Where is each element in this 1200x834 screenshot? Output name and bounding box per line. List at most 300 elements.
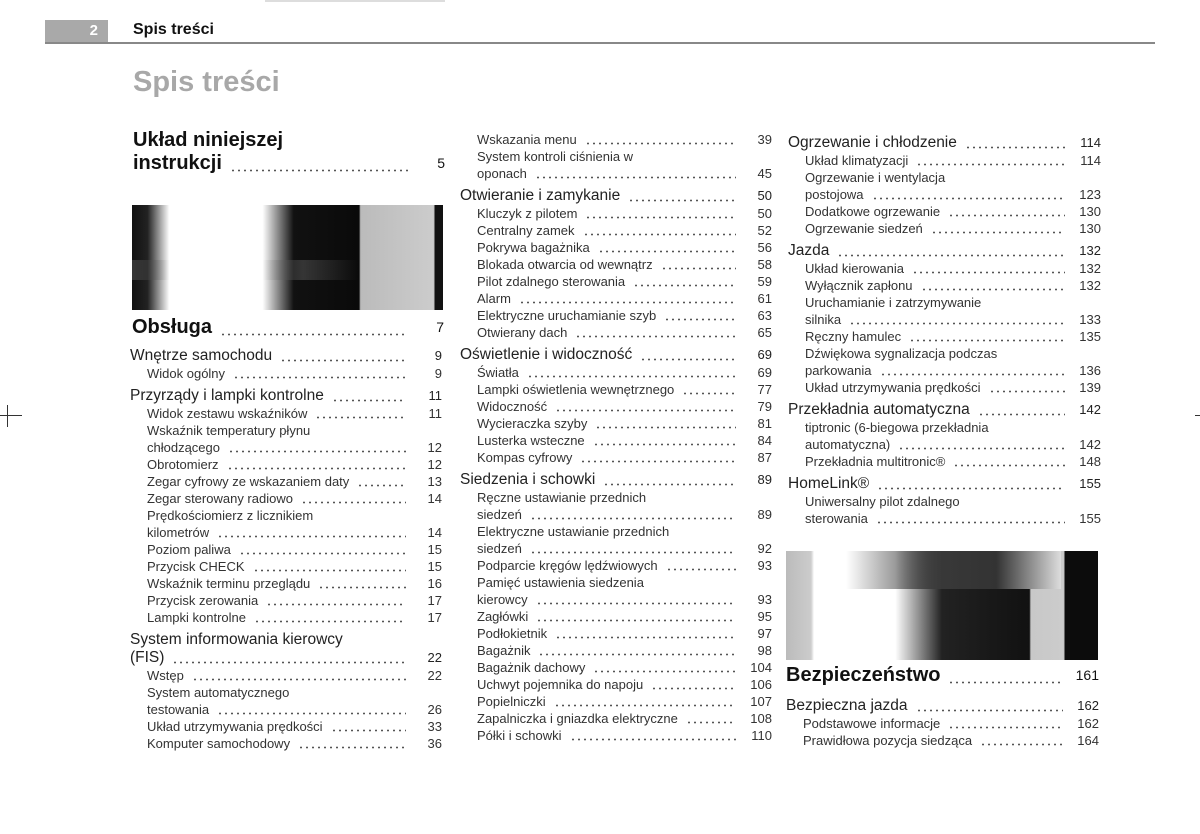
toc-entry[interactable]: [130, 718, 442, 735]
entry-title: Zapalniczka i gniazdka elektryczne: [477, 711, 678, 726]
entry-line: [132, 316, 444, 339]
entry-line: [805, 186, 1101, 203]
toc-section[interactable]: [130, 347, 442, 365]
major-obsluga[interactable]: [132, 316, 444, 339]
page-ref: 9: [434, 348, 442, 363]
toc-entry[interactable]: [460, 256, 772, 273]
toc-entry[interactable]: [460, 449, 772, 466]
toc-entry[interactable]: [130, 575, 442, 592]
entry-line: [477, 574, 772, 591]
entry-line: [477, 290, 772, 307]
page-ref: 139: [1079, 380, 1101, 395]
entry-line: [147, 507, 442, 524]
entry-title: Komputer samochodowy: [147, 736, 291, 751]
page-ref: 12: [427, 457, 442, 472]
dot-leader: [666, 561, 736, 571]
toc-entry[interactable]: [460, 608, 772, 625]
entry-line: [805, 328, 1101, 345]
toc-entry[interactable]: [460, 381, 772, 398]
entry-line: [147, 541, 442, 558]
entry-title: Widok ogólny: [147, 366, 226, 381]
entry-title: Bagażnik dachowy: [477, 660, 586, 675]
dot-leader: [661, 260, 736, 270]
toc-entry[interactable]: [460, 398, 772, 415]
entry-title: Układ utrzymywania prędkości: [147, 719, 323, 734]
entry-title: Wskaźnik temperatury płynu: [147, 423, 311, 438]
dot-leader: [931, 224, 1065, 234]
toc-entry[interactable]: [460, 489, 772, 523]
toc-entry[interactable]: [788, 203, 1101, 220]
entry-line: [788, 401, 1101, 419]
dot-leader: [628, 192, 736, 202]
dot-leader: [978, 406, 1065, 416]
page-ref: 98: [757, 643, 772, 658]
entry-line: [805, 260, 1101, 277]
toc-entry[interactable]: [130, 456, 442, 473]
entry-line: [805, 169, 1101, 186]
dot-leader: [227, 460, 406, 470]
page-ref: 93: [757, 592, 772, 607]
page-ref: 69: [757, 347, 772, 362]
entry-title: Elektryczne uruchamianie szyb: [477, 308, 657, 323]
dot-leader: [876, 514, 1065, 524]
page-ref: 11: [428, 406, 442, 421]
dot-leader: [651, 680, 736, 690]
page-ref: 162: [1077, 698, 1099, 713]
toc-section[interactable]: [460, 187, 772, 205]
toc-section[interactable]: [786, 697, 1099, 715]
major-bezpieczenstwo[interactable]: [786, 664, 1099, 687]
dot-leader: [555, 629, 736, 639]
toc-entry[interactable]: [788, 419, 1101, 453]
entry-line: [477, 506, 772, 523]
page-ref: 11: [428, 388, 442, 403]
entry-line: [477, 449, 772, 466]
dot-leader: [530, 544, 736, 554]
dot-leader: [230, 162, 409, 172]
page-ref: 58: [757, 257, 772, 272]
toc-entry[interactable]: [788, 493, 1101, 527]
entry-line: [460, 471, 772, 489]
dot-leader: [989, 383, 1065, 393]
entry-title: Alarm: [477, 291, 511, 306]
dot-leader: [880, 366, 1066, 376]
dot-leader: [538, 646, 736, 656]
entry-line: [147, 439, 442, 456]
toc-entry[interactable]: [788, 220, 1101, 237]
dot-leader: [519, 294, 736, 304]
page-ref: 63: [757, 308, 772, 323]
entry-line: [477, 239, 772, 256]
entry-line: [788, 242, 1101, 260]
toc-column-2: [460, 131, 772, 744]
entry-line: [805, 203, 1101, 220]
entry-title: Oświetlenie i widoczność: [460, 346, 633, 363]
dot-leader: [682, 385, 736, 395]
dot-leader: [877, 480, 1065, 490]
entry-title: Prawidłowa pozycja siedząca: [803, 733, 973, 748]
toc-entry[interactable]: [460, 693, 772, 710]
entry-line: [460, 346, 772, 364]
entry-line: [147, 701, 442, 718]
entry-title: Kompas cyfrowy: [477, 450, 573, 465]
toc-entry[interactable]: [130, 507, 442, 541]
toc-entry[interactable]: [460, 523, 772, 557]
page-ref: 155: [1079, 476, 1101, 491]
page-ref: 136: [1079, 363, 1101, 378]
entry-title: testowania: [147, 702, 210, 717]
entry-title: Dźwiękowa sygnalizacja podczas: [805, 346, 998, 361]
entry-line: [147, 405, 442, 422]
entry-line: [147, 490, 442, 507]
entry-title: Ręczne ustawianie przednich: [477, 490, 647, 505]
running-header: Spis treści: [133, 21, 214, 38]
dot-leader: [633, 277, 736, 287]
entry-title: Widoczność: [477, 399, 548, 414]
entry-line: [805, 311, 1101, 328]
entry-line: [805, 493, 1101, 510]
entry-title: Prędkościomierz z licznikiem: [147, 508, 314, 523]
page-ref: 13: [427, 474, 442, 489]
toc-entry[interactable]: [460, 273, 772, 290]
page-ref: 87: [757, 450, 772, 465]
entry-line: [477, 591, 772, 608]
entry-line: [477, 540, 772, 557]
toc-column-3: [788, 134, 1101, 527]
page-ref: 50: [757, 206, 772, 221]
entry-line: [805, 379, 1101, 396]
entry-line: [477, 710, 772, 727]
page-ref: 84: [757, 433, 772, 448]
toc-entry[interactable]: [460, 222, 772, 239]
toc-section[interactable]: [788, 401, 1101, 419]
entry-line: [477, 415, 772, 432]
entry-line: [477, 364, 772, 381]
page-ref: 14: [427, 525, 442, 540]
toc-entry[interactable]: [788, 260, 1101, 277]
dot-leader: [217, 528, 406, 538]
header-rule: [45, 42, 1155, 44]
entry-title: Blokada otwarcia od wewnątrz: [477, 257, 653, 272]
dot-leader: [318, 579, 406, 589]
toc-entry[interactable]: [460, 131, 772, 148]
dot-leader: [280, 352, 406, 362]
entry-title: Wskaźnik terminu przeglądu: [147, 576, 311, 591]
page-ref: 12: [427, 440, 442, 455]
dot-leader: [315, 409, 406, 419]
entry-title: Dodatkowe ogrzewanie: [805, 204, 941, 219]
dot-leader: [948, 674, 1063, 684]
toc-entry[interactable]: [130, 365, 442, 382]
toc-entry[interactable]: [786, 715, 1099, 732]
dot-leader: [921, 281, 1065, 291]
entry-title: Obrotomierz: [147, 457, 219, 472]
page-ref: 89: [757, 472, 772, 487]
page-ref: 130: [1079, 204, 1101, 219]
page-ref: 50: [757, 188, 772, 203]
toc-section[interactable]: [130, 387, 442, 405]
entry-line: [786, 697, 1099, 715]
crop-mark: [7, 405, 8, 427]
toc-entry[interactable]: [460, 307, 772, 324]
toc-entry[interactable]: [130, 541, 442, 558]
toc-entry[interactable]: [460, 290, 772, 307]
entry-title: Zegar cyfrowy ze wskazaniem daty: [147, 474, 350, 489]
toc-entry[interactable]: [460, 205, 772, 222]
entry-line: [133, 129, 445, 152]
toc-entry[interactable]: [460, 642, 772, 659]
toc-section[interactable]: [130, 631, 442, 667]
toc-entry[interactable]: [786, 732, 1099, 749]
entry-title: Podłokietnik: [477, 626, 548, 641]
toc-entry[interactable]: [460, 432, 772, 449]
toc-entry[interactable]: [460, 415, 772, 432]
toc-section[interactable]: [788, 242, 1101, 260]
dot-leader: [192, 671, 406, 681]
page-ref: 14: [427, 491, 442, 506]
toc-entry[interactable]: [130, 558, 442, 575]
entry-title: postojowa: [805, 187, 864, 202]
entry-title: Bagażnik: [477, 643, 531, 658]
entry-title: tiptronic (6-biegowa przekładnia: [805, 420, 989, 435]
entry-line: [805, 294, 1101, 311]
entry-line: [805, 345, 1101, 362]
dot-leader: [640, 351, 736, 361]
toc-entry[interactable]: [788, 453, 1101, 470]
page-ref: 132: [1079, 278, 1101, 293]
page-ref: 130: [1079, 221, 1101, 236]
dot-leader: [570, 731, 736, 741]
entry-line: [130, 649, 442, 667]
toc-entry[interactable]: [788, 294, 1101, 328]
toc-entry[interactable]: [788, 169, 1101, 203]
entry-title: automatyczna): [805, 437, 891, 452]
entry-title: Przekładnia multitronic®: [805, 454, 946, 469]
entry-title: Bezpieczna jazda: [786, 697, 908, 714]
dot-leader: [535, 169, 736, 179]
dot-leader: [536, 595, 736, 605]
page-ref: 5: [437, 155, 445, 171]
entry-line: [130, 347, 442, 365]
dot-leader: [357, 477, 406, 487]
entry-line: [477, 642, 772, 659]
entry-line: [477, 165, 772, 182]
entry-title: Lampki kontrolne: [147, 610, 246, 625]
page-ref: 133: [1079, 312, 1101, 327]
toc-entry[interactable]: [130, 684, 442, 718]
toc-entry[interactable]: [130, 490, 442, 507]
toc-entry[interactable]: [130, 592, 442, 609]
entry-line: [460, 187, 772, 205]
dot-leader: [254, 613, 406, 623]
entry-title: Centralny zamek: [477, 223, 575, 238]
entry-title: Otwieranie i zamykanie: [460, 187, 621, 204]
entry-title: Wnętrze samochodu: [130, 347, 273, 364]
entry-line: [130, 387, 442, 405]
toc-entry[interactable]: [460, 676, 772, 693]
interior-photo: [132, 205, 443, 310]
toc-entry[interactable]: [788, 152, 1101, 169]
toc-entry[interactable]: [130, 473, 442, 490]
toc-entry[interactable]: [460, 727, 772, 744]
page-ref: 93: [757, 558, 772, 573]
toc-entry[interactable]: [460, 239, 772, 256]
entry-line: [147, 684, 442, 701]
page-ref: 92: [757, 541, 772, 556]
entry-title: Uchwyt pojemnika do napoju: [477, 677, 644, 692]
dot-leader: [686, 714, 736, 724]
toc-entry[interactable]: [460, 557, 772, 574]
dot-leader: [332, 392, 406, 402]
dot-leader: [239, 545, 406, 555]
toc-column-3-safety: [786, 697, 1099, 749]
crop-mark: [0, 415, 22, 416]
entry-line: [805, 152, 1101, 169]
dot-leader: [580, 453, 736, 463]
page-ref: 65: [757, 325, 772, 340]
entry-title: Lampki oświetlenia wewnętrznego: [477, 382, 675, 397]
entry-title: Ogrzewanie siedzeń: [805, 221, 923, 236]
page-ref: 142: [1079, 402, 1101, 417]
entry-line: [477, 727, 772, 744]
page-ref: 108: [750, 711, 772, 726]
toc-section[interactable]: [788, 475, 1101, 493]
entry-title: Obsługa: [132, 316, 213, 338]
dot-leader: [301, 494, 406, 504]
toc-entry[interactable]: [460, 710, 772, 727]
entry-title: Wyłącznik zapłonu: [805, 278, 913, 293]
page-ref: 33: [427, 719, 442, 734]
dot-leader: [298, 739, 406, 749]
entry-line: [147, 575, 442, 592]
page-ref: 26: [427, 702, 442, 717]
dot-leader: [585, 209, 736, 219]
page-ref: 114: [1080, 153, 1101, 168]
entry-title: Przycisk CHECK: [147, 559, 245, 574]
page-number: 2: [89, 22, 98, 39]
toc-entry[interactable]: [130, 735, 442, 752]
toc-entry[interactable]: [130, 667, 442, 684]
entry-title: Układ kierowania: [805, 261, 904, 276]
entry-title: sterowania: [805, 511, 868, 526]
entry-line: [147, 456, 442, 473]
major-uklad[interactable]: [133, 129, 445, 175]
toc-entry[interactable]: [460, 324, 772, 341]
page-ref: 39: [757, 132, 772, 147]
page-ref: 114: [1080, 135, 1101, 150]
page-ref: 132: [1079, 261, 1101, 276]
page-ref: 110: [751, 728, 772, 743]
dot-leader: [536, 612, 736, 622]
page-ref: 36: [427, 736, 442, 751]
entry-line: [477, 256, 772, 273]
dot-leader: [593, 436, 736, 446]
dot-leader: [331, 722, 406, 732]
entry-line: [130, 631, 442, 649]
entry-title: oponach: [477, 166, 527, 181]
entry-title: Wycieraczka szyby: [477, 416, 588, 431]
toc-entry[interactable]: [788, 379, 1101, 396]
page-ref: 135: [1079, 329, 1101, 344]
toc-section[interactable]: [460, 471, 772, 489]
toc-entry[interactable]: [460, 148, 772, 182]
entry-line: [477, 676, 772, 693]
toc-entry[interactable]: [460, 364, 772, 381]
entry-title: HomeLink®: [788, 475, 870, 492]
page-ref: 7: [436, 319, 444, 335]
entry-title: Podstawowe informacje: [803, 716, 941, 731]
page-ref: 164: [1077, 733, 1099, 748]
entry-title: Otwierany dach: [477, 325, 568, 340]
page-number-tab: [45, 20, 108, 42]
page-ref: 162: [1077, 716, 1099, 731]
toc-section[interactable]: [788, 134, 1101, 152]
dot-leader: [837, 247, 1065, 257]
dot-leader: [912, 264, 1065, 274]
page-ref: 132: [1079, 243, 1101, 258]
toc-entry[interactable]: [130, 609, 442, 626]
dot-leader: [916, 156, 1065, 166]
entry-title: Ręczny hamulec: [805, 329, 902, 344]
toc-entry[interactable]: [788, 345, 1101, 379]
page-ref: 97: [757, 626, 772, 641]
entry-line: [147, 592, 442, 609]
toc-section[interactable]: [460, 346, 772, 364]
toc-entry[interactable]: [788, 277, 1101, 294]
dot-leader: [598, 243, 736, 253]
toc-entry[interactable]: [460, 659, 772, 676]
entry-title: Popielniczki: [477, 694, 546, 709]
entry-title: Podparcie kręgów lędźwiowych: [477, 558, 658, 573]
dot-leader: [965, 139, 1065, 149]
dot-leader: [849, 315, 1065, 325]
entry-title: parkowania: [805, 363, 872, 378]
page-ref: 95: [757, 609, 772, 624]
dot-leader: [575, 328, 736, 338]
entry-title: kierowcy: [477, 592, 528, 607]
entry-line: [477, 489, 772, 506]
entry-title: Przekładnia automatyczna: [788, 401, 970, 418]
entry-line: [133, 152, 445, 175]
dot-leader: [253, 562, 406, 572]
entry-line: [477, 273, 772, 290]
entry-line: [477, 608, 772, 625]
entry-line: [786, 664, 1099, 687]
entry-title: Lusterka wsteczne: [477, 433, 585, 448]
toc-entry[interactable]: [460, 625, 772, 642]
entry-title: Układ niniejszej: [133, 129, 284, 151]
entry-title: Jazda: [788, 242, 830, 259]
entry-line: [803, 715, 1099, 732]
page-ref: 69: [757, 365, 772, 380]
toc-entry[interactable]: [130, 405, 442, 422]
toc-entry[interactable]: [130, 422, 442, 456]
toc-entry[interactable]: [460, 574, 772, 608]
entry-title: Przycisk zerowania: [147, 593, 259, 608]
dot-leader: [595, 419, 736, 429]
page-ref: 17: [427, 610, 442, 625]
entry-line: [477, 398, 772, 415]
entry-line: [788, 134, 1101, 152]
dot-leader: [948, 207, 1065, 217]
airbag-photo: [786, 551, 1098, 660]
entry-line: [477, 148, 772, 165]
page-ref: 81: [757, 416, 772, 431]
page-ref: 107: [750, 694, 772, 709]
entry-line: [805, 277, 1101, 294]
toc-entry[interactable]: [788, 328, 1101, 345]
entry-line: [805, 436, 1101, 453]
